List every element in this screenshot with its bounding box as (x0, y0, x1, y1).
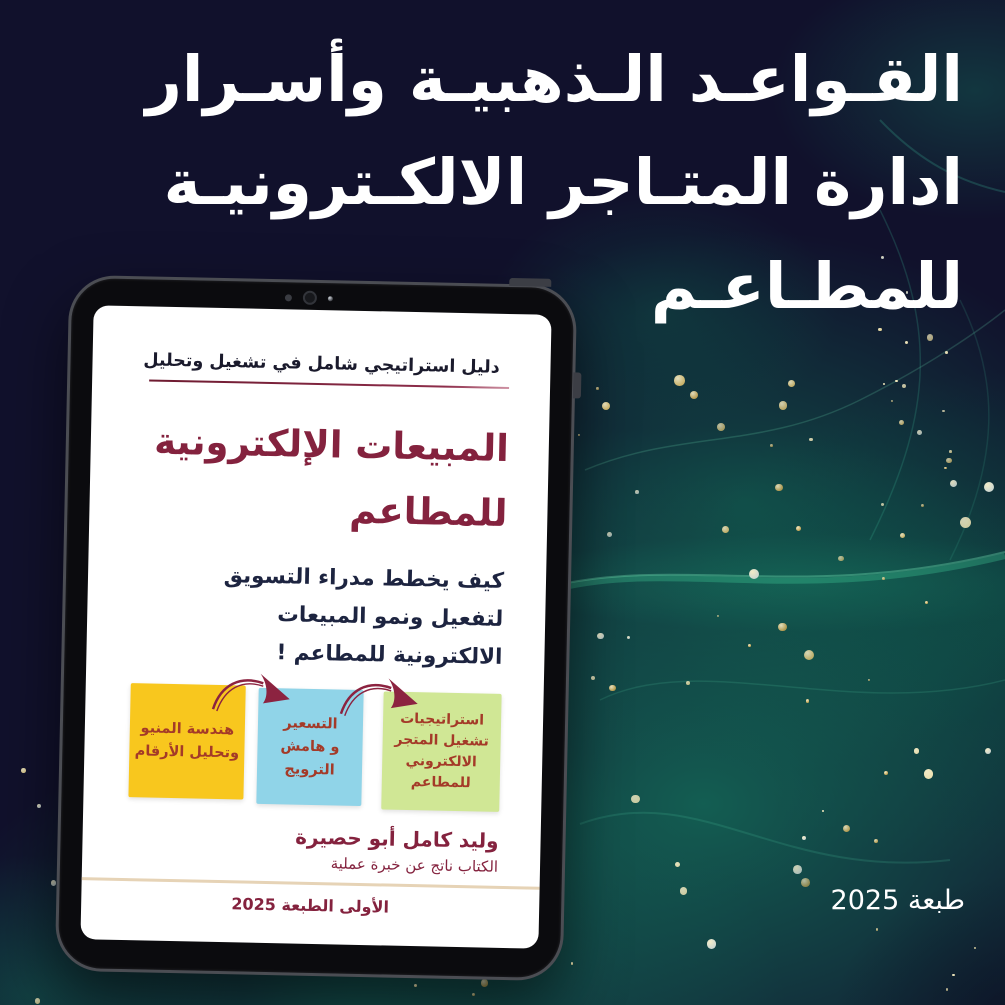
book-tagline: دليل استراتيجي شامل في تشغيل وتحليل (143, 350, 500, 378)
book-subtitle-line: كيف يخطط مدراء التسويق (223, 562, 505, 594)
edition-badge: طبعة 2025 (830, 885, 965, 916)
gold-dot (770, 444, 773, 447)
tablet-power-button (509, 278, 551, 287)
gold-dot (602, 402, 610, 410)
curved-arrow-icon (207, 669, 296, 717)
gold-dot (578, 434, 580, 436)
gold-dot (946, 988, 948, 990)
gold-dot (838, 556, 844, 562)
edition-word: الأولى (339, 896, 390, 917)
gold-dot (717, 423, 725, 431)
gold-dot (690, 391, 698, 399)
gold-dot (905, 341, 908, 344)
gold-dot (680, 887, 687, 894)
camera-dot-icon (285, 294, 292, 301)
camera-sensor-icon (328, 296, 333, 301)
gold-dot (874, 839, 878, 843)
gold-dot (778, 623, 787, 632)
poster-title-line: للمطـاعـم (650, 249, 963, 323)
sticky-note-text: استراتيجيات تشغيل المتجر الالكتروني للمطاعم (394, 711, 490, 792)
gold-dot (686, 681, 690, 685)
gold-dot (882, 577, 885, 580)
gold-dot (960, 517, 971, 528)
gold-dot (793, 865, 802, 874)
book-subtitle (114, 554, 504, 677)
gold-dot (917, 430, 922, 435)
gold-dot (949, 450, 952, 453)
edition-word: الطبعة (281, 895, 335, 916)
tablet-volume-button (573, 372, 582, 398)
gold-dot (631, 795, 639, 803)
tagline-underline (149, 379, 509, 389)
sticky-note-text: هندسة المنيو وتحليل الأرقام (134, 720, 240, 762)
gold-dot (802, 836, 806, 840)
cover-divider (82, 877, 540, 890)
tablet-mockup (55, 275, 577, 981)
gold-dot (635, 490, 639, 494)
gold-dot (596, 387, 598, 389)
author-name: وليد كامل أبو حصيرة (295, 824, 499, 854)
gold-dot (788, 380, 795, 387)
book-subtitle-line: الالكترونية للمطاعم ! (276, 640, 503, 670)
book-subtitle-line: لتفعيل ونمو المبيعات (277, 601, 504, 632)
gold-dot (597, 633, 603, 639)
gold-dot (899, 420, 904, 425)
curved-arrow-icon (335, 674, 424, 722)
book-title (117, 409, 510, 547)
gold-dot (607, 532, 612, 537)
gold-dot (900, 533, 905, 538)
gold-dot (924, 769, 934, 779)
poster-title-line: القـواعـد الـذهبيـة وأسـرار (145, 43, 963, 116)
gold-dot (952, 974, 955, 977)
book-title-line: للمطاعم (348, 488, 508, 535)
gold-dot (946, 458, 951, 463)
gold-dot (481, 979, 488, 986)
author-note: الكتاب ناتج عن خبرة عملية (330, 854, 499, 877)
edition-year: 2025 (231, 894, 277, 915)
gold-dot (775, 484, 782, 491)
gold-dot (945, 351, 948, 354)
camera-lens-icon (303, 291, 317, 305)
book-title-line: المبيعات الإلكترونية (153, 419, 510, 470)
gold-dot (674, 375, 684, 385)
gold-dot (609, 685, 615, 691)
poster-title-line: ادارة المتـاجر الالكـترونيـة (163, 146, 963, 220)
edition-line (81, 891, 539, 920)
gold-dot (748, 644, 751, 647)
book-cover (80, 305, 551, 948)
gold-dot (722, 526, 729, 533)
gold-dot (707, 939, 717, 949)
sticky-note-text: التسعير و هامش الترويج (280, 714, 340, 779)
gold-dot (902, 384, 906, 388)
gold-dot (944, 467, 946, 469)
gold-dot (876, 928, 878, 930)
sticky-notes-row (83, 670, 544, 808)
